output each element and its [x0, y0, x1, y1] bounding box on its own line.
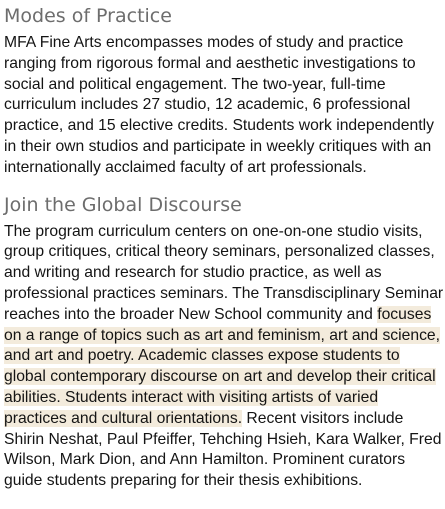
- section-heading-modes-of-practice: Modes of Practice: [4, 5, 172, 27]
- body-text-before-highlight: The program curriculum centers on one-on-one studio visits, group critiques, critical theory seminars, personalized classes, and writing and research for studio practice, as well as professional practices seminars. The Transdisciplinary Seminar reaches into the broader New School community and: [4, 222, 444, 323]
- body-text-after-highlight: Recent visitors include Shirin Neshat, Paul Pfeiffer, Tehching Hsieh, Kara Walker, Fred Wilson, Mark Dion, and Ann Hamilton. Prominent curators guide students preparing for their thesis exhibitions.: [4, 409, 442, 490]
- section-body-modes-of-practice: MFA Fine Arts encompasses modes of study and practice ranging from rigorous formal and aesthetic investigations to social and political engagement. The two-year, full-time curriculum includes 27 studio, 12 academic, 6 professional practice, and 15 elective credits. Students work independently in their own studios and participate in weekly critiques with an internationally acclaimed faculty of art professionals.: [4, 34, 434, 176]
- section-heading-global-discourse: Join the Global Discourse: [4, 193, 242, 216]
- highlighted-text-selection[interactable]: focuses on a range of topics such as art and feminism, art and science, and art and poetry. Academic classes expose students to global contemporary discourse on art and develop their critical abilities. Students interact with visiting artists of varied practices and cultural orientations.: [4, 305, 440, 427]
- section-body-global-discourse: [4, 222, 445, 492]
